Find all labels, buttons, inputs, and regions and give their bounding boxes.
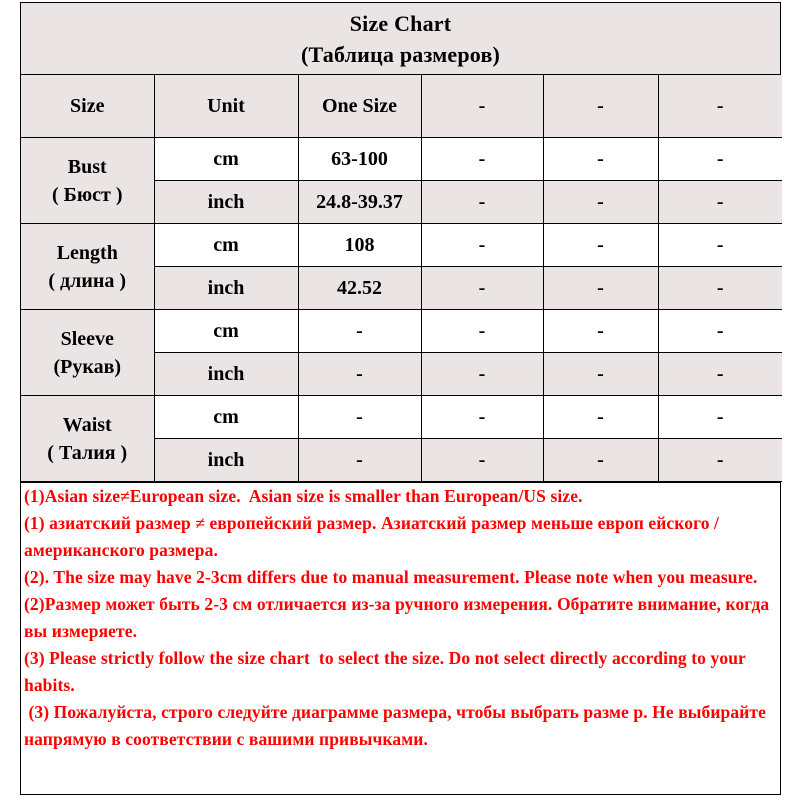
unit-cell: cm: [154, 138, 298, 181]
measurement-name: Length: [56, 241, 118, 264]
unit-cell: inch: [154, 439, 298, 482]
value-cell: -: [658, 439, 782, 482]
notes-section: [21, 482, 780, 753]
measurement-label: [21, 396, 154, 482]
chart-title-ru: (Таблица размеров): [300, 42, 501, 67]
value-cell: -: [298, 353, 421, 396]
unit-cell: inch: [154, 181, 298, 224]
table-row: [21, 310, 782, 353]
chart-title-en: Size Chart: [349, 11, 452, 36]
value-cell: 108: [298, 224, 421, 267]
value-cell: 63-100: [298, 138, 421, 181]
value-cell: -: [658, 181, 782, 224]
measurement-name-ru: ( длина ): [48, 269, 127, 292]
header-cell: -: [658, 75, 782, 138]
value-cell: -: [658, 267, 782, 310]
table-row: [21, 138, 782, 181]
value-cell: -: [543, 181, 658, 224]
size-chart: [20, 2, 781, 795]
header-cell: One Size: [298, 75, 421, 138]
value-cell: -: [421, 310, 543, 353]
measurement-name-ru: ( Талия ): [47, 441, 128, 464]
note-line: (2). The size may have 2-3cm differs due to manual measurement. Please note when you measure.: [24, 567, 758, 587]
measurement-label: [21, 224, 154, 310]
value-cell: -: [658, 224, 782, 267]
table-row: [21, 396, 782, 439]
measurement-label: [21, 138, 154, 224]
value-cell: -: [421, 396, 543, 439]
chart-title: [21, 3, 780, 75]
header-cell: Size: [21, 75, 154, 138]
value-cell: -: [421, 267, 543, 310]
unit-cell: cm: [154, 310, 298, 353]
measurement-name: Waist: [62, 413, 112, 436]
value-cell: -: [543, 224, 658, 267]
value-cell: -: [658, 396, 782, 439]
measurement-name-ru: (Рукав): [53, 355, 122, 378]
measurement-label: [21, 310, 154, 396]
header-cell: -: [543, 75, 658, 138]
measurement-name-ru: ( Бюст ): [51, 183, 123, 206]
note-line: (2)Размер может быть 2-3 см отличается из-за ручного измерения. Обратите внимание, когда вы измеряете.: [24, 594, 774, 641]
unit-cell: cm: [154, 224, 298, 267]
measurement-name: Bust: [67, 155, 107, 178]
note-line: (3) Пожалуйста, строго следуйте диаграмме размера, чтобы выбрать разме р. Не выбирайте напрямую в соответствии с вашими привычками.: [24, 702, 771, 749]
value-cell: -: [298, 439, 421, 482]
value-cell: -: [543, 353, 658, 396]
value-cell: -: [658, 310, 782, 353]
note-line: (1)Asian size≠European size. Asian size is smaller than European/US size.: [24, 486, 583, 506]
value-cell: 24.8-39.37: [298, 181, 421, 224]
value-cell: -: [658, 353, 782, 396]
value-cell: -: [543, 138, 658, 181]
value-cell: -: [543, 439, 658, 482]
unit-cell: inch: [154, 353, 298, 396]
value-cell: -: [421, 353, 543, 396]
table-row: [21, 224, 782, 267]
value-cell: -: [421, 181, 543, 224]
unit-cell: cm: [154, 396, 298, 439]
value-cell: -: [421, 439, 543, 482]
value-cell: -: [543, 396, 658, 439]
value-cell: -: [298, 396, 421, 439]
size-table: [21, 75, 782, 482]
unit-cell: inch: [154, 267, 298, 310]
measurement-name: Sleeve: [60, 327, 114, 350]
value-cell: 42.52: [298, 267, 421, 310]
note-line: (3) Please strictly follow the size chart to select the size. Do not select directly according to your habits.: [24, 648, 751, 695]
note-line: (1) азиатский размер ≠ европейский размер. Азиатский размер меньше европ ейского / американского размера.: [24, 513, 724, 560]
value-cell: -: [543, 310, 658, 353]
value-cell: -: [421, 224, 543, 267]
table-header-row: [21, 75, 782, 138]
value-cell: -: [298, 310, 421, 353]
value-cell: -: [658, 138, 782, 181]
header-cell: -: [421, 75, 543, 138]
header-cell: Unit: [154, 75, 298, 138]
value-cell: -: [543, 267, 658, 310]
value-cell: -: [421, 138, 543, 181]
